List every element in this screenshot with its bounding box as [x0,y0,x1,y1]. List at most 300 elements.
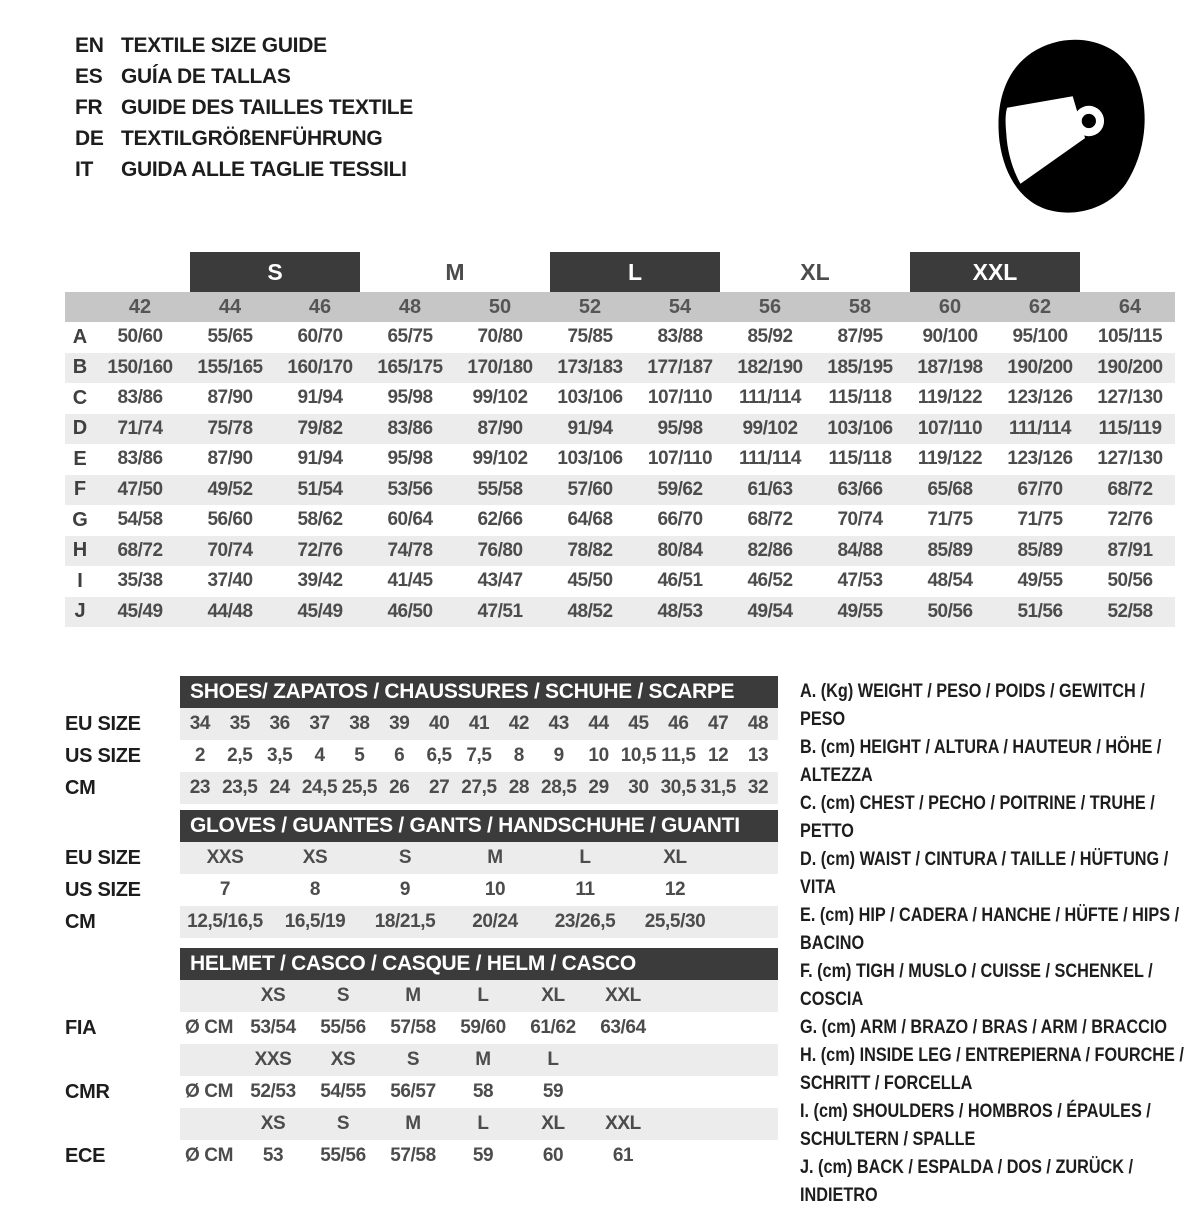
table-cell: 83/86 [387,417,433,439]
table-cell: 56/60 [207,509,253,531]
helmet-size-header: XXL [605,1113,641,1134]
table-cell: 59/62 [657,478,703,500]
table-cell: 99/102 [472,387,528,409]
table-cell: 44 [588,713,609,734]
table-cell: 111/114 [1008,417,1072,439]
table-cell: 52/53 [250,1081,296,1102]
helmet-size-header: S [406,1049,420,1070]
textile-size-table [65,252,1175,627]
legend-item-d: D. (cm) WAIST / CINTURA / TAILLE / HÜFTUNG / VITA [800,849,1169,898]
table-cell: 107/110 [917,417,983,439]
table-cell: 57/60 [567,478,613,500]
table-cell: 39/42 [297,570,343,592]
table-cell: 87/90 [477,417,523,439]
table-cell: 12,5/16,5 [187,911,263,932]
table-cell: 107/110 [647,387,713,409]
table-cell: 50/60 [117,326,163,348]
table-cell: 10 [484,879,506,900]
table-cell: 30 [628,777,649,798]
shoes-row-us-size [180,740,778,772]
table-cell: 75/85 [567,326,613,348]
helmet-size-header: XS [260,985,286,1006]
size-header-44: 44 [218,295,242,318]
table-cell: 84/88 [837,539,883,561]
table-cell: 68/72 [747,509,793,531]
size-header-row [65,292,1175,322]
size-group-m: M [445,258,465,285]
table-cell: 105/115 [1097,326,1163,348]
table-cell: 38 [349,713,370,734]
legend-item-e: E. (cm) HIP / CADERA / HANCHE / HÜFTE / HIPS / BACINO [800,905,1180,954]
table-cell: 51/54 [297,478,343,500]
row-letter: G [72,508,88,531]
table-cell: 28 [508,777,530,798]
table-cell: 49/55 [1017,570,1063,592]
shoes-row-eu-size [180,708,778,740]
table-cell: 30,5 [660,777,697,798]
gloves-cm-label: CM [65,910,96,933]
size-header-60: 60 [938,295,962,318]
table-cell: 60 [542,1145,564,1166]
table-cell: 103/106 [827,417,893,439]
table-cell: 70/74 [837,509,883,531]
table-cell: 74/78 [387,539,433,561]
table-cell: 47/53 [837,570,883,592]
table-cell: 47/50 [117,478,163,500]
table-cell: 103/106 [557,387,623,409]
size-group-xl: XL [800,258,830,285]
helmet-size-header: XL [541,1113,565,1134]
table-cell: 41/45 [387,570,433,592]
table-row-I [65,566,1175,597]
table-cell: 35/38 [117,570,163,592]
shoes-us-size-label: US SIZE [65,744,141,767]
table-cell: 2 [194,745,206,766]
table-cell: 10,5 [620,745,657,766]
table-cell: 44/48 [207,600,253,622]
table-cell: 7,5 [466,745,492,766]
table-cell: 48/52 [567,600,613,622]
table-cell: 58/62 [297,509,343,531]
table-cell: 59 [472,1145,494,1166]
table-cell: 39 [389,713,410,734]
table-cell: 59/60 [460,1017,506,1038]
table-cell: 9 [553,745,564,766]
size-header-56: 56 [758,295,782,318]
table-cell: 53/54 [250,1017,296,1038]
gloves-eu-size-label: EU SIZE [65,846,141,869]
table-cell: 48/54 [927,570,973,592]
table-cell: 95/98 [657,417,703,439]
table-cell: 67/70 [1017,478,1063,500]
row-letter: C [72,386,88,409]
table-cell: 49/52 [207,478,253,500]
table-cell: 43 [548,713,569,734]
table-cell: 10 [588,745,609,766]
table-cell: 75/78 [207,417,253,439]
table-cell: 111/114 [738,387,802,409]
legend-item-h: H. (cm) INSIDE LEG / ENTREPIERNA / FOURCHE / SCHRITT / FORCELLA [800,1045,1184,1094]
table-cell: 115/119 [1098,417,1162,439]
table-row-D [65,414,1175,445]
table-cell: 47 [708,713,729,734]
language-list [75,30,413,185]
helmet-size-header: XS [260,1113,286,1134]
table-cell: 54/58 [117,509,163,531]
table-cell: 5 [354,745,365,766]
table-cell: 78/82 [567,539,613,561]
table-cell: 41 [468,713,490,734]
table-cell: 50/56 [1107,570,1153,592]
legend-item-i: I. (cm) SHOULDERS / HOMBROS / ÉPAULES / SCHULTERN / SPALLE [800,1101,1151,1150]
table-cell: 47/51 [477,600,523,622]
size-header-62: 62 [1028,295,1052,318]
size-header-52: 52 [578,295,602,318]
table-cell: 6,5 [426,745,452,766]
size-header-54: 54 [668,295,692,318]
helmet-size-header [588,1044,658,1076]
table-cell: 2,5 [227,745,253,766]
size-header-64: 64 [1118,295,1142,318]
row-letter: E [73,447,87,470]
table-cell: 9 [399,879,411,900]
table-cell: 115/118 [828,387,892,409]
table-cell: 83/86 [117,448,163,470]
table-cell: 185/195 [827,356,893,378]
gloves-row-cm [180,906,778,938]
table-cell: 91/94 [297,448,343,470]
size-header-42: 42 [128,295,152,318]
table-cell: 99/102 [472,448,528,470]
gloves-row-eu-size [180,842,778,874]
table-cell: 11,5 [661,745,696,766]
table-cell: 6 [394,745,405,766]
table-cell: 12 [664,879,686,900]
row-letter: I [77,569,83,592]
shoes-size-table [180,676,778,804]
table-cell: 65/68 [927,478,973,500]
table-cell: 3,5 [267,745,293,766]
table-cell: 45/50 [567,570,613,592]
language-row [75,123,413,154]
gloves-row-us-size [180,874,778,906]
table-cell: 28,5 [541,777,577,798]
table-cell: 123/126 [1007,448,1073,470]
table-cell: 55/56 [320,1017,366,1038]
table-cell: 190/200 [1097,356,1163,378]
table-cell: 16,5/19 [284,911,346,932]
table-cell: 61 [612,1145,634,1166]
table-cell: 48/53 [657,600,703,622]
size-header-spacer [65,292,95,322]
table-cell: 58 [472,1081,494,1102]
size-group-s: S [190,252,360,292]
table-cell: 127/130 [1097,387,1163,409]
table-cell: 49/55 [837,600,883,622]
shoes-cm-label: CM [65,776,96,799]
table-cell: 82/86 [747,539,793,561]
row-letter: D [72,417,88,440]
language-code: FR [75,96,103,119]
table-cell: 177/187 [647,356,713,378]
row-letter: A [72,325,88,348]
table-cell: 70/74 [207,539,253,561]
table-cell: 119/122 [917,448,983,470]
table-cell: 46/50 [387,600,433,622]
size-header-50: 50 [488,295,512,318]
table-cell: 119/122 [917,387,983,409]
gloves-us-size-label: US SIZE [65,878,141,901]
table-cell: 23/26,5 [554,911,616,932]
table-cell: 190/200 [1007,356,1073,378]
table-cell: 53/56 [387,478,433,500]
table-cell: 66/70 [657,509,703,531]
table-row-F [65,475,1175,506]
table-cell: 160/170 [287,356,353,378]
helmet-table-header: HELMET / CASCO / CASQUE / HELM / CASCO [180,948,778,980]
table-cell: 32 [747,777,769,798]
table-cell: 111/114 [738,448,802,470]
table-cell: 27,5 [461,777,497,798]
helmet-size-header: L [547,1049,559,1070]
table-cell: 25,5 [341,777,378,798]
table-cell: 36 [269,713,290,734]
table-cell: 35 [229,713,250,734]
table-cell: 95/100 [1012,326,1068,348]
table-cell: XL [663,847,687,868]
table-cell: 40 [428,713,450,734]
helmet-sizes-row-ece [180,1108,778,1140]
table-cell: 34 [189,713,211,734]
helmet-sizes-row-cmr [180,1044,778,1076]
table-cell: 51/56 [1017,600,1063,622]
table-cell: 25,5/30 [644,911,706,932]
table-cell: 71/75 [927,509,973,531]
table-cell: 155/165 [197,356,263,378]
size-group-l: L [550,252,720,292]
table-row-C [65,383,1175,414]
table-cell: 11 [575,879,595,900]
size-group-xxl: XXL [910,252,1080,292]
table-cell: 50/56 [927,600,973,622]
table-cell: 48 [747,713,769,734]
table-cell: 123/126 [1007,387,1073,409]
table-cell: 23 [189,777,211,798]
table-cell: 107/110 [647,448,713,470]
table-cell: 68/72 [1107,478,1153,500]
table-cell: 87/90 [207,448,253,470]
helmet-size-header: XXL [605,985,641,1006]
table-cell: 31,5 [700,777,736,798]
helmet-size-header: M [405,985,421,1006]
table-cell: 127/130 [1097,448,1163,470]
helmet-values-row-fia [180,1012,778,1044]
language-code: IT [75,158,94,181]
table-cell: 46/52 [747,570,793,592]
table-cell: 150/160 [107,356,173,378]
helmet-size-header: M [475,1049,491,1070]
language-title: TEXTILE SIZE GUIDE [121,34,327,57]
table-cell: 54/55 [320,1081,366,1102]
table-cell: 65/75 [387,326,433,348]
table-cell: 99/102 [742,417,798,439]
table-cell: 64/68 [567,509,613,531]
table-cell: 79/82 [297,417,343,439]
table-cell: 85/89 [927,539,973,561]
table-cell: 46/51 [657,570,703,592]
table-cell: 165/175 [377,356,443,378]
helmet-ece-label: ECE [65,1144,106,1167]
table-cell: 115/118 [828,448,892,470]
language-code: DE [75,127,104,150]
table-cell: 71/75 [1017,509,1063,531]
table-cell: 13 [747,745,769,766]
language-title: GUÍA DE TALLAS [121,65,291,88]
table-cell: 20/24 [472,911,518,932]
row-letter: H [72,539,88,562]
table-cell: XXS [206,847,244,868]
table-cell: 83/86 [117,387,163,409]
table-cell: 80/84 [657,539,703,561]
table-row-A [65,322,1175,353]
table-cell: 12 [708,745,729,766]
language-title: TEXTILGRÖßENFÜHRUNG [121,127,383,150]
table-cell: 187/198 [917,356,983,378]
size-group-row [65,252,1175,292]
helmet-unit: Ø CM [184,1145,233,1166]
helmet-fia-label: FIA [65,1016,97,1039]
table-cell: 87/91 [1107,539,1153,561]
table-cell: M [487,847,503,868]
language-title: GUIDE DES TAILLES TEXTILE [121,96,413,119]
table-cell: 45 [628,713,649,734]
table-cell: 71/74 [117,417,163,439]
table-cell: 61/63 [747,478,793,500]
table-cell: 60/70 [297,326,343,348]
table-cell: 173/183 [557,356,623,378]
helmet-sizes-spacer [180,1044,238,1076]
row-letter: J [74,600,86,623]
shoes-table-header: SHOES/ ZAPATOS / CHAUSSURES / SCHUHE / SCARPE [180,676,778,708]
table-cell: 85/92 [747,326,793,348]
table-cell: 49/54 [747,600,793,622]
helmet-sizes-row-fia [180,980,778,1012]
table-cell: 57/58 [390,1145,436,1166]
table-cell: 61/62 [530,1017,576,1038]
table-cell: 45/49 [297,600,343,622]
table-cell: 23,5 [222,777,258,798]
table-row-B [65,353,1175,384]
table-cell: 55/58 [477,478,523,500]
table-cell [588,1076,658,1108]
gloves-size-table [180,810,778,938]
table-cell: S [398,847,412,868]
legend-item-g: G. (cm) ARM / BRAZO / BRAS / ARM / BRACCIO [800,1017,1168,1038]
table-cell: 29 [588,777,609,798]
table-cell: 182/190 [737,356,803,378]
language-row [75,92,413,123]
language-row [75,154,413,185]
table-cell: 55/56 [320,1145,366,1166]
table-cell: 8 [309,879,321,900]
helmet-sizes-spacer [180,1108,238,1140]
language-code: ES [75,65,103,88]
shoes-row-cm [180,772,778,804]
table-cell: 42 [508,713,530,734]
legend-item-b: B. (cm) HEIGHT / ALTURA / HAUTEUR / HÖHE / ALTEZZA [800,737,1162,786]
table-cell: 60/64 [387,509,433,531]
table-cell: 72/76 [297,539,343,561]
table-cell: 91/94 [567,417,613,439]
helmet-size-header: XL [541,985,565,1006]
table-cell: 83/88 [657,326,703,348]
helmet-cmr-label: CMR [65,1080,110,1103]
table-cell: XS [302,847,328,868]
table-cell: 95/98 [387,387,433,409]
helmet-size-header: M [405,1113,421,1134]
helmet-size-table [180,948,778,1172]
table-cell: 63/66 [837,478,883,500]
table-cell: 24 [269,777,290,798]
helmet-values-row-cmr [180,1076,778,1108]
size-header-58: 58 [848,295,872,318]
table-cell: 59 [542,1081,564,1102]
table-cell: 63/64 [600,1017,646,1038]
table-cell: 46 [668,713,689,734]
table-row-J [65,597,1175,628]
helmet-size-header: L [477,1113,489,1134]
table-cell: 26 [389,777,410,798]
table-cell: L [579,847,591,868]
helmet-sizes-spacer [180,980,238,1012]
legend-item-j: J. (cm) BACK / ESPALDA / DOS / ZURÜCK / INDIETRO [800,1157,1134,1206]
helmet-size-header: L [477,985,489,1006]
size-header-46: 46 [308,295,332,318]
table-cell: 72/76 [1107,509,1153,531]
helmet-size-header: S [336,985,350,1006]
helmet-unit: Ø CM [184,1017,233,1038]
helmet-unit: Ø CM [184,1081,233,1102]
language-row [75,61,413,92]
table-cell: 87/95 [837,326,883,348]
table-cell: 7 [219,879,231,900]
table-cell: 103/106 [557,448,623,470]
legend-item-f: F. (cm) TIGH / MUSLO / CUISSE / SCHENKEL / COSCIA [800,961,1153,1010]
helmet-size-header: S [336,1113,350,1134]
table-cell: 53 [262,1145,284,1166]
legend-item-a: A. (Kg) WEIGHT / PESO / POIDS / GEWITCH / PESO [800,681,1145,730]
table-cell: 57/58 [390,1017,436,1038]
measurement-legend [800,678,1193,1210]
table-cell: 45/49 [117,600,163,622]
table-cell: 70/80 [477,326,523,348]
gloves-table-header: GLOVES / GUANTES / GANTS / HANDSCHUHE / GUANTI [180,810,778,842]
table-cell: 62/66 [477,509,523,531]
table-cell: 76/80 [477,539,523,561]
language-row [75,30,413,61]
table-cell: 37/40 [207,570,253,592]
legend-item-c: C. (cm) CHEST / PECHO / POITRINE / TRUHE / PETTO [800,793,1155,842]
table-cell: 95/98 [387,448,433,470]
table-cell: 24,5 [301,777,338,798]
table-cell: 43/47 [477,570,523,592]
helmet-size-header: XXS [254,1049,292,1070]
table-cell: 91/94 [297,387,343,409]
language-code: EN [75,34,104,57]
table-cell: 87/90 [207,387,253,409]
racing-helmet-icon [972,26,1162,216]
table-row-H [65,536,1175,567]
